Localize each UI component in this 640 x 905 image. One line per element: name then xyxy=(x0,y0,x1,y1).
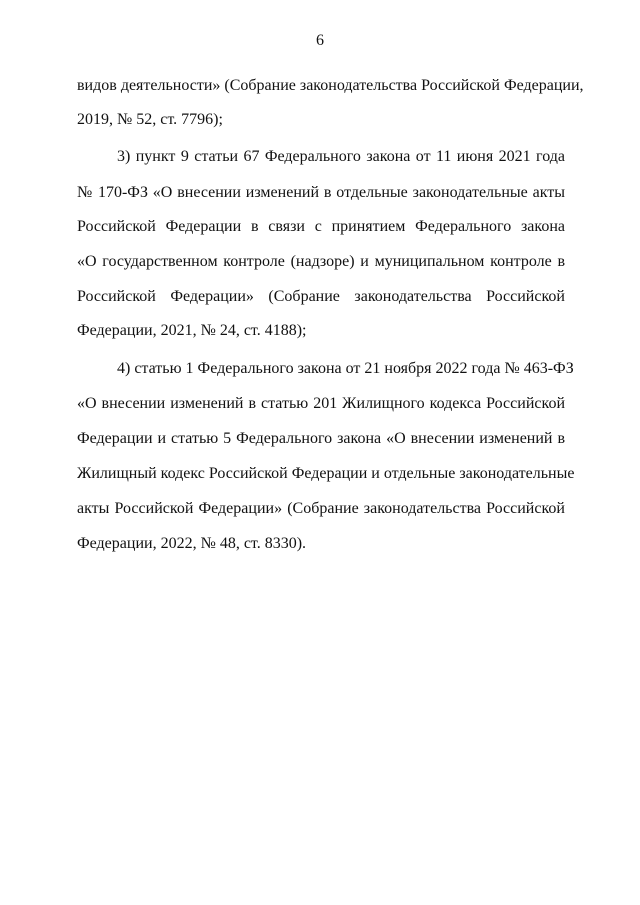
paragraph-line: видов деятельности» (Собрание законодательства Российской Федерации, xyxy=(77,77,584,94)
paragraph-line: Федерации, 2022, № 48, ст. 8330). xyxy=(77,535,307,552)
paragraph-line: 4) статью 1 Федерального закона от 21 ноября 2022 года № 463-ФЗ xyxy=(117,360,574,377)
paragraph-line: 2019, № 52, ст. 7796); xyxy=(77,111,223,128)
paragraph-line: Российской Федерации» (Собрание законодательства Российской xyxy=(77,288,565,305)
paragraph-line: «О внесении изменений в статью 201 Жилищного кодекса Российской xyxy=(77,395,565,412)
paragraph-line: Российской Федерации в связи с принятием Федерального закона xyxy=(77,218,565,235)
paragraph-line: № 170-ФЗ «О внесении изменений в отдельные законодательные акты xyxy=(77,184,565,201)
paragraph-line: Федерации и статью 5 Федерального закона «О внесении изменений в xyxy=(77,430,565,447)
paragraph-line: Федерации, 2021, № 24, ст. 4188); xyxy=(77,322,307,339)
paragraph-line: 3) пункт 9 статьи 67 Федерального закона от 11 июня 2021 года xyxy=(117,148,565,165)
page-number: 6 xyxy=(316,32,324,49)
paragraph-line: Жилищный кодекс Российской Федерации и отдельные законодательные xyxy=(77,465,575,482)
paragraph-line: акты Российской Федерации» (Собрание законодательства Российской xyxy=(77,500,565,517)
paragraph-line: «О государственном контроле (надзоре) и муниципальном контроле в xyxy=(77,253,565,270)
